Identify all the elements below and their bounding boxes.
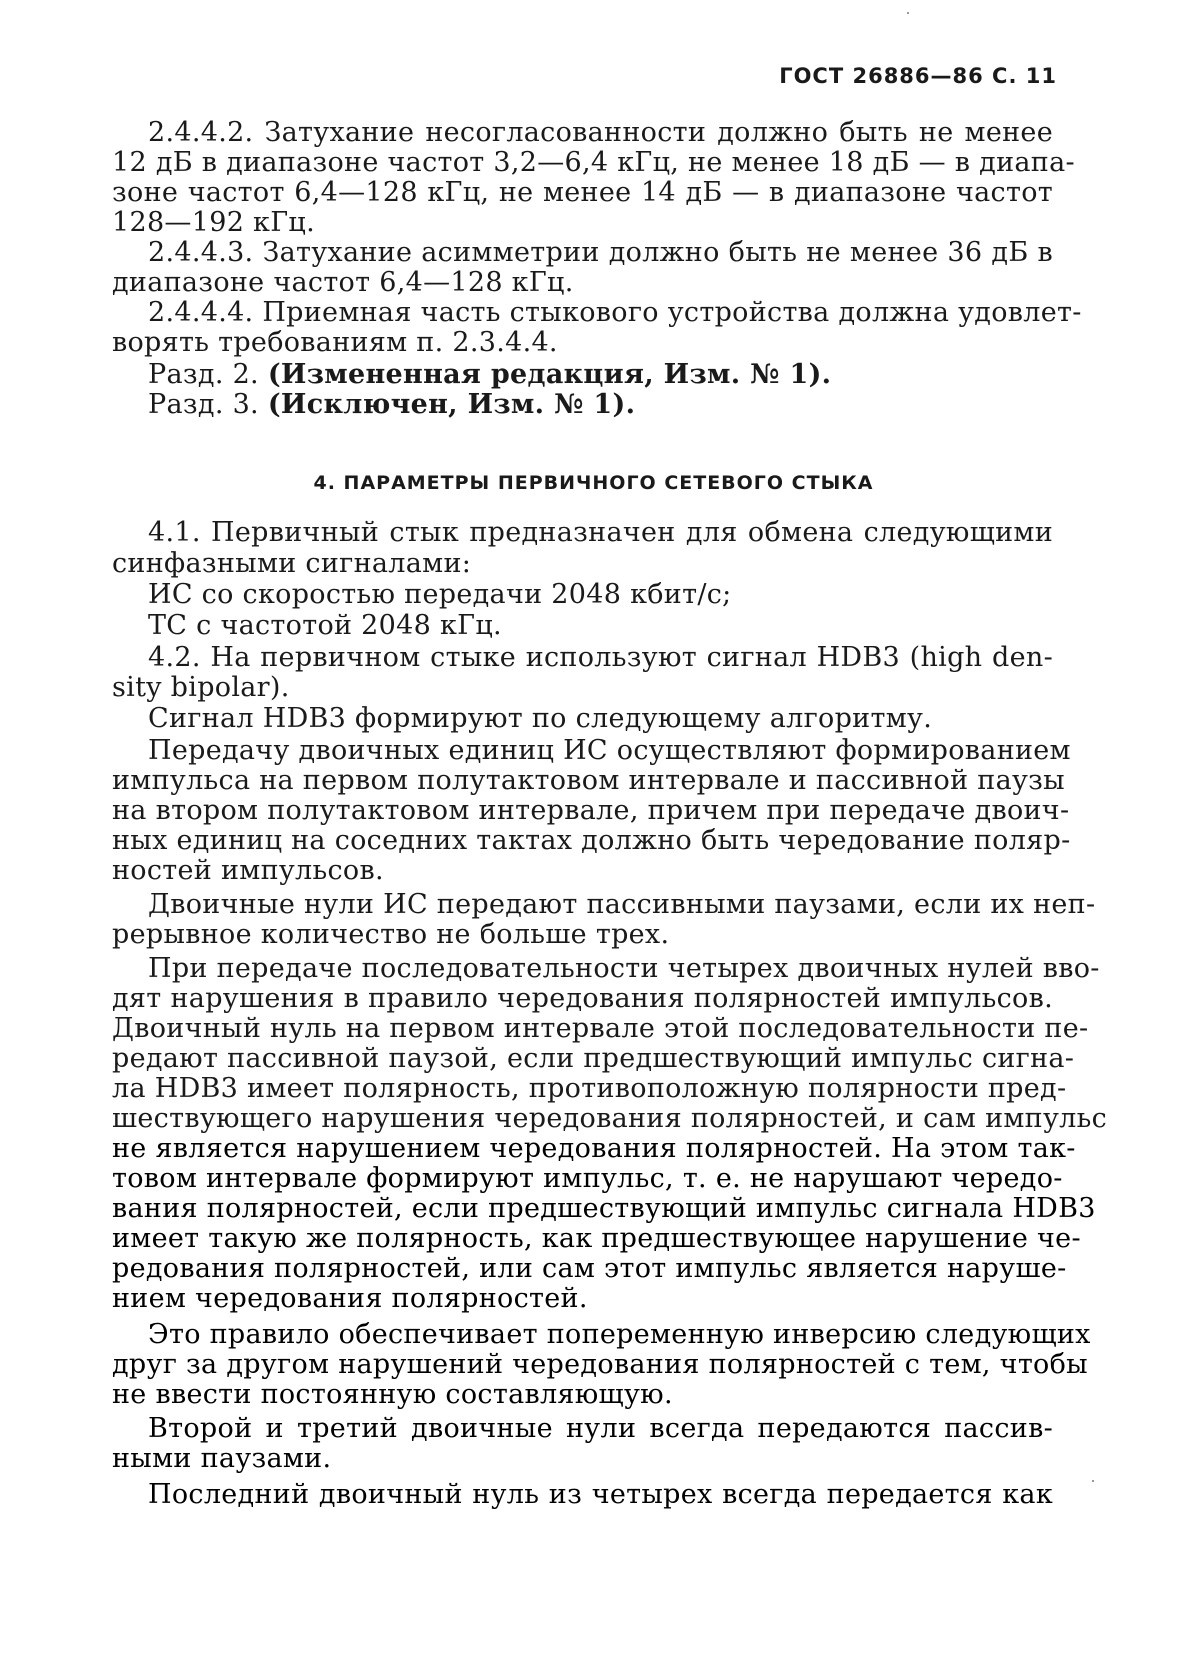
section-heading: 4. ПАРАМЕТРЫ ПЕРВИЧНОГО СЕТЕВОГО СТЫКА xyxy=(313,472,874,494)
text-line: 2.4.4.4. Приемная часть стыкового устройства должна удовлет- xyxy=(148,297,1082,328)
text-line: 4.1. Первичный стык предназначен для обмена следующими xyxy=(148,517,1053,548)
text-line: ными паузами. xyxy=(112,1443,332,1474)
text-line: ТС с частотой 2048 кГц. xyxy=(148,610,502,641)
text-line: имеет такую же полярность, как предшествующее нарушение че- xyxy=(112,1223,1081,1254)
scan-speck xyxy=(907,12,909,14)
text-line: нием чередования полярностей. xyxy=(112,1283,588,1314)
text-line: дят нарушения в правило чередования полярностей импульсов. xyxy=(112,983,1053,1014)
bold-amendment-note: (Измененная редакция, Изм. № 1). xyxy=(267,359,832,390)
text-line: Второй и третий двоичные нули всегда передаются пассив- xyxy=(148,1413,1053,1444)
text-span: Разд. 3. xyxy=(148,389,268,420)
text-line: Последний двоичный нуль из четырех всегда передается как xyxy=(148,1479,1053,1510)
text-line: ностей импульсов. xyxy=(112,855,384,886)
bold-amendment-note: (Исключен, Изм. № 1). xyxy=(267,389,636,420)
text-line: диапазоне частот 6,4—128 кГц. xyxy=(112,267,574,298)
text-line: не ввести постоянную составляющую. xyxy=(112,1379,673,1410)
text-line: Двоичный нуль на первом интервале этой последовательности пе- xyxy=(112,1013,1089,1044)
text-line: редования полярностей, или сам этот импульс является наруше- xyxy=(112,1253,1067,1284)
text-line: Это правило обеспечивает попеременную инверсию следующих xyxy=(148,1319,1091,1350)
text-line: вания полярностей, если предшествующий импульс сигнала HDB3 xyxy=(112,1193,1096,1224)
text-line: ИС со скоростью передачи 2048 кбит/с; xyxy=(148,579,732,610)
text-line: 2.4.4.2. Затухание несогласованности должно быть не менее xyxy=(148,117,1053,148)
text-line: ла HDB3 имеет полярность, противоположную полярности пред- xyxy=(112,1073,1067,1104)
text-line: на втором полутактовом интервале, причем при передаче двоич- xyxy=(112,795,1070,826)
text-line: друг за другом нарушений чередования полярностей с тем, чтобы xyxy=(112,1349,1088,1380)
text-line: ных единиц на соседних тактах должно быть чередование поляр- xyxy=(112,825,1071,856)
text-line: Двоичные нули ИС передают пассивными паузами, если их неп- xyxy=(148,889,1096,920)
text-line: синфазными сигналами: xyxy=(112,548,472,579)
text-line: Сигнал HDB3 формируют по следующему алгоритму. xyxy=(148,703,933,734)
text-span: Разд. 2. xyxy=(148,359,268,390)
text-line: шествующего нарушения чередования полярностей, и сам импульс xyxy=(112,1103,1108,1134)
page-header: ГОСТ 26886—86 С. 11 xyxy=(779,64,1057,88)
text-line xyxy=(148,390,1053,420)
text-line: Передачу двоичных единиц ИС осуществляют формированием xyxy=(148,735,1071,766)
text-line: редают пассивной паузой, если предшествующий импульс сигна- xyxy=(112,1043,1075,1074)
text-line: 12 дБ в диапазоне частот 3,2—6,4 кГц, не менее 18 дБ — в диапа- xyxy=(112,147,1075,178)
scan-speck xyxy=(1092,1480,1094,1482)
text-line: товом интервале формируют импульс, т. е. не нарушают чередо- xyxy=(112,1163,1063,1194)
text-line: 2.4.4.3. Затухание асимметрии должно быть не менее 36 дБ в xyxy=(148,237,1053,268)
text-line: ворять требованиям п. 2.3.4.4. xyxy=(112,327,558,358)
text-line: импульса на первом полутактовом интервале и пассивной паузы xyxy=(112,765,1065,796)
text-line: 4.2. На первичном стыке используют сигнал HDB3 (high den- xyxy=(148,642,1053,673)
text-line: sity bipolar). xyxy=(112,672,290,703)
text-line: не является нарушением чередования полярностей. На этом так- xyxy=(112,1133,1076,1164)
text-line: рерывное количество не больше трех. xyxy=(112,919,670,950)
text-line: При передаче последовательности четырех двоичных нулей вво- xyxy=(148,953,1100,984)
text-line xyxy=(148,360,1053,390)
text-line: 128—192 кГц. xyxy=(112,207,315,238)
text-line: зоне частот 6,4—128 кГц, не менее 14 дБ — в диапазоне частот xyxy=(112,177,1053,208)
